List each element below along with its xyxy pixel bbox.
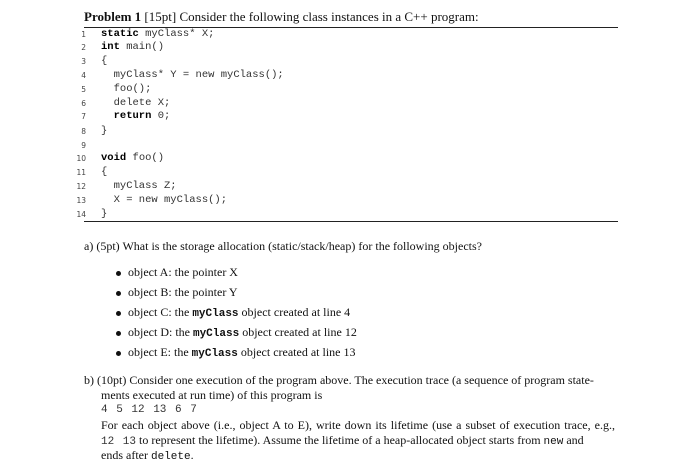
code-rest: main(): [119, 41, 165, 53]
line-number: 3: [81, 57, 86, 66]
part-a-question: [84, 239, 482, 254]
part-b-line-4: For each object above (i.e., object A to E), write down its lifetime (use a subset of execution trace, e.g.,: [101, 418, 615, 432]
bullet-icon: [116, 311, 121, 316]
keyword-delete: delete: [150, 451, 191, 463]
code-text: [101, 41, 164, 53]
code-rest: delete X;: [101, 97, 171, 109]
part-b-label: b): [84, 373, 94, 387]
code-rest: 0;: [151, 110, 171, 122]
code-rest: {: [101, 166, 108, 178]
code-rest: {: [101, 55, 108, 67]
line-number: 7: [81, 112, 86, 121]
part-b-line-2: ments executed at run time) of this program is: [101, 388, 323, 402]
code-keyword: int: [101, 41, 120, 53]
part-b-line-6: [101, 448, 194, 465]
item-code: myClass: [192, 308, 239, 320]
line-number: 1: [81, 30, 86, 39]
line-number: 14: [76, 210, 86, 219]
code-rest: foo();: [101, 83, 152, 95]
bullet-icon: [116, 331, 121, 336]
part-b-text-1: Consider one execution of the program above. The execution trace (a sequence of program state-: [129, 373, 594, 387]
line-number: 13: [76, 196, 86, 205]
list-item: [128, 305, 350, 322]
line-number: 2: [81, 43, 86, 52]
list-item: [128, 265, 238, 282]
bullet-icon: [116, 291, 121, 296]
code-text: [101, 97, 170, 109]
part-b-line-1: [84, 373, 594, 388]
code-rest: }: [101, 208, 108, 220]
problem-points: [15pt]: [144, 9, 177, 24]
code-text: [101, 208, 107, 220]
part-b-text-6: ends after: [101, 448, 148, 462]
code-text: [101, 55, 107, 67]
bottom-rule: [84, 221, 618, 222]
code-keyword: return: [101, 110, 152, 122]
line-number: 8: [81, 127, 86, 136]
problem-title: [84, 9, 479, 25]
part-a-points: (5pt): [96, 239, 120, 253]
list-item: [128, 285, 238, 302]
code-rest: }: [101, 125, 108, 137]
problem-number: Problem 1: [84, 9, 142, 24]
code-text: [101, 166, 107, 178]
code-text: [101, 110, 170, 122]
example-trace: 12 13: [101, 436, 137, 448]
execution-trace: 4 5 12 13 6 7: [101, 404, 197, 416]
item-suffix: object created at line 13: [237, 345, 356, 359]
line-number: 12: [76, 182, 86, 191]
code-text: [101, 152, 164, 164]
item-code: myClass: [192, 328, 240, 340]
item-prefix: object A: the pointer X: [128, 265, 238, 279]
item-prefix: object E: the: [128, 345, 192, 359]
code-text: [101, 83, 151, 95]
code-rest: X = new myClass();: [101, 194, 228, 206]
item-suffix: object created at line 4: [238, 305, 351, 319]
item-code: myClass: [191, 348, 238, 360]
code-rest: myClass Z;: [101, 180, 177, 192]
code-keyword: void: [101, 152, 127, 164]
line-number: 11: [76, 168, 86, 177]
list-item: [128, 345, 355, 362]
line-number: 9: [81, 141, 86, 150]
code-text: [101, 28, 214, 40]
code-text: [101, 125, 107, 137]
code-rest: myClass* X;: [138, 28, 215, 40]
bullet-icon: [116, 271, 121, 276]
problem-prompt: Consider the following class instances in a C++ program:: [179, 9, 479, 24]
part-b-text-5: to represent the lifetime). Assume the lifetime of a heap-allocated object starts from: [139, 433, 541, 447]
code-text: [101, 194, 227, 206]
part-b-period: .: [190, 448, 194, 462]
code-text: [101, 69, 284, 81]
keyword-new: new: [543, 436, 564, 448]
code-text: [101, 180, 177, 192]
line-number: 10: [76, 154, 86, 163]
part-b-points: (10pt): [97, 373, 127, 387]
line-number: 6: [81, 99, 86, 108]
item-suffix: object created at line 12: [239, 325, 357, 339]
code-rest: myClass* Y = new myClass();: [101, 69, 284, 81]
line-number: 5: [81, 85, 86, 94]
code-rest: foo(): [126, 152, 165, 164]
part-a-text: What is the storage allocation (static/stack/heap) for the following objects?: [122, 239, 482, 253]
line-number: 4: [81, 71, 86, 80]
bullet-icon: [116, 351, 121, 356]
item-prefix: object B: the pointer Y: [128, 285, 238, 299]
list-item: [128, 325, 357, 342]
part-a-label: a): [84, 239, 94, 253]
code-keyword: static: [101, 28, 139, 40]
part-b-and: and: [566, 433, 584, 447]
item-prefix: object C: the: [128, 305, 193, 319]
item-prefix: object D: the: [128, 325, 193, 339]
